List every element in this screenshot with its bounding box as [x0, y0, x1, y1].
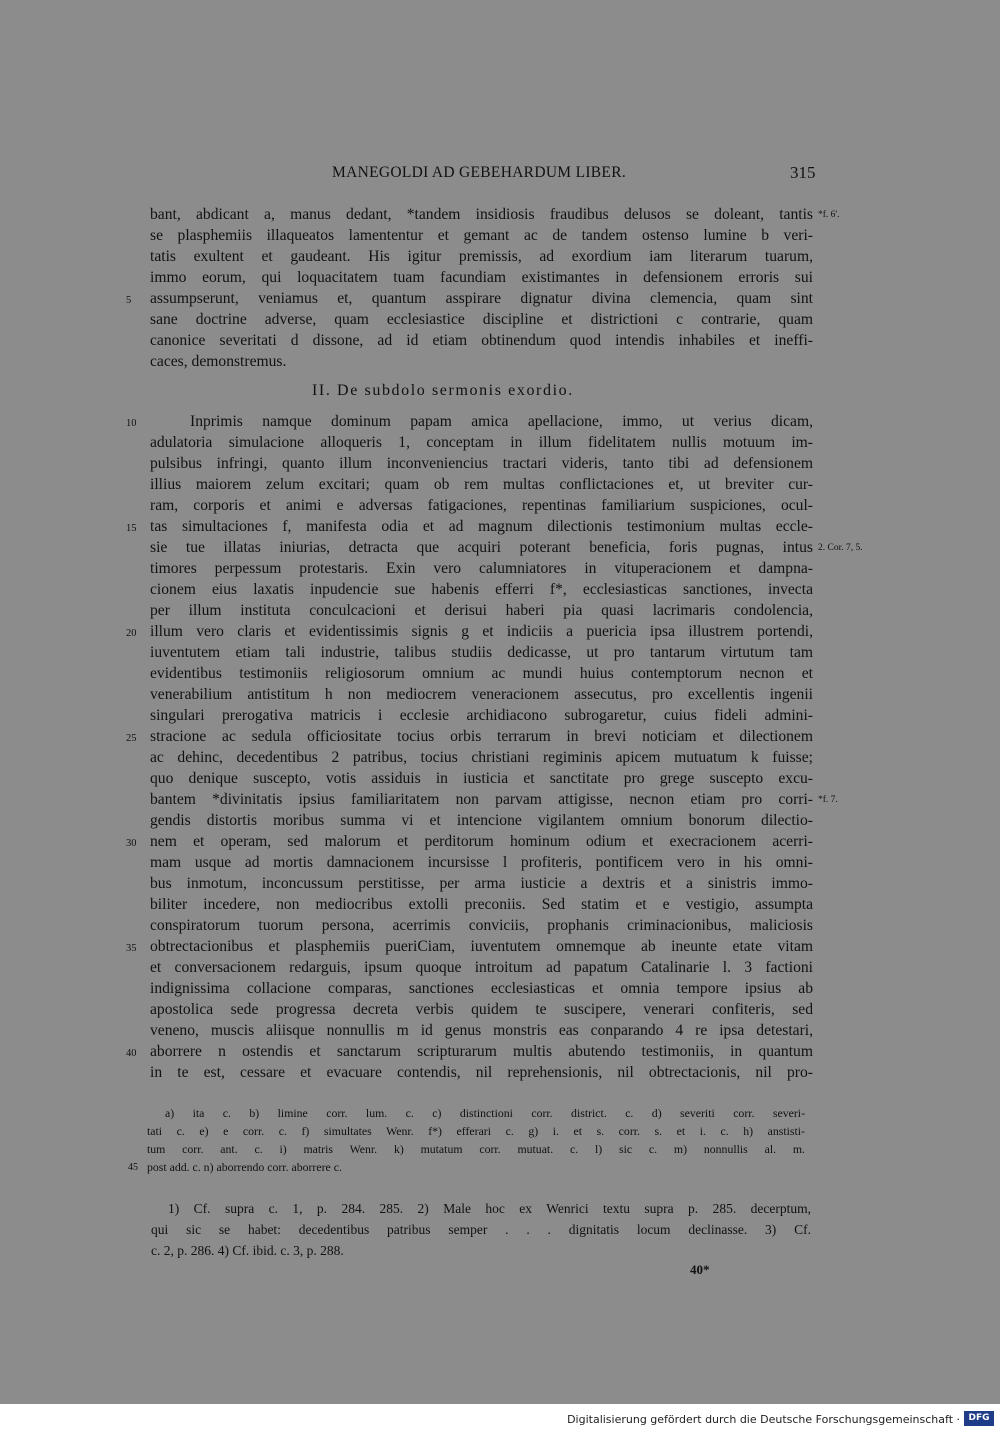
- text-line: immo eorum, qui loquacitatem tuam facundiam existimantes in defensionem erroris sui: [150, 269, 813, 286]
- running-header: MANEGOLDI AD GEBEHARDUM LIBER.: [332, 164, 627, 181]
- line-number: 35: [126, 943, 137, 954]
- text-line: bus inmotum, inconcussum perstitisse, per arma iusticie a dextris et a sinistris immo-: [150, 875, 813, 892]
- text-line: nem et operam, sed malorum et perditorum hominum odium et execracionem acerri-: [150, 833, 813, 850]
- text-line: iuventutem etiam tali industrie, talibus studiis dedicasse, ut pro tantarum virtutum tam: [150, 644, 813, 661]
- text-line: per illum instituta conculcacioni et derisui haberi pia quasi lacrimaris condolencia,: [150, 602, 813, 619]
- text-line: obtrectacionibus et plasphemiis pueriCiam, iuventutem omnemque ab ineunte etate vitam: [150, 938, 813, 955]
- apparatus-line: post add. c. n) aborrendo corr. aborrere c.: [147, 1160, 342, 1174]
- text-line: apostolica sede progressa decreta verbis quidem te suscipere, venerari confiteris, sed: [150, 1001, 813, 1018]
- text-line: singulari prerogativa matricis i ecclesie archidiacono subrogaretur, cuius fideli admini-: [150, 707, 813, 724]
- apparatus-line: tati c. e) e corr. c. f) simultates Wenr. f*) efferari c. g) i. et s. corr. s. et i. c. h) anstisti-: [147, 1124, 805, 1138]
- page-number: 315: [790, 163, 816, 182]
- text-line: illius maiorem zelum excitari; quam ob rem multas conflictaciones et, ut breviter cur-: [150, 476, 813, 493]
- margin-note: 2. Cor. 7, 5.: [818, 543, 863, 553]
- text-line: veneno, muscis aliisque nonnullis m id genus monstris eas conparando 4 re ipsa detestari,: [150, 1022, 813, 1039]
- margin-note: *f. 7.: [818, 795, 838, 805]
- footnote-line: qui sic se habet: decedentibus patribus semper . . . dignitatis locum declinasse. 3) Cf.: [151, 1222, 811, 1237]
- text-line: ram, corporis et animi e adversas fatigaciones, repentinas familiarium suspiciones, ocul-: [150, 497, 813, 514]
- text-line: canonice severitati d dissone, ad id etiam obtinendum quod intendis inhabiles et ineffi-: [150, 332, 813, 349]
- line-number: 45: [128, 1162, 138, 1173]
- text-line: bant, abdicant a, manus dedant, *tandem insidiosis fraudibus delusos se doleant, tantis: [150, 206, 813, 223]
- text-line: ac dehinc, decedentibus 2 patribus, tocius christiani regiminis apicem mutuatum k fuisse;: [150, 749, 813, 766]
- text-line: in te est, cessare et evacuare contendis, nil reprehensionis, nil obtrectacionis, nil pro-: [150, 1064, 813, 1081]
- dfg-logo-icon: DFG: [964, 1411, 994, 1426]
- text-line: adulatoria simulacione alloqueris 1, conceptam in illum fidelitatem nullis motuum im-: [150, 434, 813, 451]
- funding-notice: Digitalisierung gefördert durch die Deutsche Forschungsgemeinschaft ·: [567, 1413, 960, 1426]
- apparatus-line: a) ita c. b) limine corr. lum. c. c) distinctioni corr. district. c. d) severiti corr. severi-: [165, 1106, 805, 1120]
- margin-note: *f. 6'.: [818, 210, 840, 220]
- line-number: 15: [126, 523, 137, 534]
- text-line: timores perpessum protestaris. Exin vero calumniatores in vituperacionem et dampna-: [150, 560, 813, 577]
- text-line: tatis exultent et gaudeant. His igitur premissis, ad exordium iam literarum tuarum,: [150, 248, 813, 265]
- text-line: tas simultaciones f, manifesta odia et ad magnum dilectionis testimonium multas eccle-: [150, 518, 813, 535]
- footnote-line: c. 2, p. 286. 4) Cf. ibid. c. 3, p. 288.: [151, 1243, 344, 1258]
- signature-mark: 40*: [690, 1262, 710, 1277]
- text-line: pulsibus infringi, quanto illum inconveniencius tractari videris, tanto tibi ad defensionem: [150, 455, 813, 472]
- text-line: sie tue illatas iniurias, detracta que acquiri poterant beneficia, foris pugnas, intus: [150, 539, 813, 556]
- text-line: caces, demonstremus.: [150, 353, 287, 370]
- text-line: et conversacionem redarguis, ipsum quoque introitum ad papatum Catalinarie l. 3 factioni: [150, 959, 813, 976]
- text-line: assumpserunt, veniamus et, quantum asspirare dignatur divina clemencia, quam sint: [150, 290, 813, 307]
- text-line: illum vero claris et evidentissimis signis g et indiciis a puericia ipsa illustrem portendi,: [150, 623, 813, 640]
- text-line: Inprimis namque dominum papam amica apellacione, immo, ut verius dicam,: [190, 413, 813, 430]
- footnote-line: 1) Cf. supra c. 1, p. 284. 285. 2) Male hoc ex Wenrici textu supra p. 285. decerptum,: [168, 1201, 811, 1216]
- text-line: venerabilium antistitum h non mediocrem veneracionem assecutus, pro excellentis ingenii: [150, 686, 813, 703]
- text-line: se plasphemiis illaqueatos lamententur et gemant ac de tandem ostenso lumine b veri-: [150, 227, 813, 244]
- line-number: 5: [126, 295, 132, 306]
- text-line: evidentibus testimoniis religiosorum omnium ac mundi huius contemptorum necnon et: [150, 665, 813, 682]
- line-number: 20: [126, 628, 137, 639]
- line-number: 30: [126, 838, 137, 849]
- text-line: conspiratorum tuorum persona, acerrimis conviciis, prophanis criminacionibus, maliciosis: [150, 917, 813, 934]
- line-number: 25: [126, 733, 137, 744]
- text-line: bantem *divinitatis ipsius familiaritatem non parvam attigisse, necnon etiam pro corri-: [150, 791, 813, 808]
- chapter-heading: II. De subdolo sermonis exordio.: [312, 382, 574, 399]
- line-number: 40: [126, 1048, 137, 1059]
- text-line: biliter incedere, non mediocribus extolli preconiis. Sed statim et e vestigio, assumpta: [150, 896, 813, 913]
- text-line: quo denique suscepto, votis assiduis in iusticia et sanctitate pro grege suscepto excu-: [150, 770, 813, 787]
- text-line: indignissima collacione comparas, sanctiones ecclesiasticas et omnia tempore ipsius ab: [150, 980, 813, 997]
- text-line: sane doctrine adverse, quam ecclesiastice discipline et districtioni c contrarie, quam: [150, 311, 813, 328]
- line-number: 10: [126, 418, 137, 429]
- text-line: aborrere n ostendis et sanctarum scripturarum multis abutendo testimoniis, in quantum: [150, 1043, 813, 1060]
- apparatus-line: tum corr. ant. c. i) matris Wenr. k) mutatum corr. mutuat. c. l) sic c. m) nonnullis al. m.: [147, 1142, 805, 1156]
- text-line: stracione ac sedula officiositate tocius orbis terrarum in brevi noticiam et dilectionem: [150, 728, 813, 745]
- text-line: cionem eius laxatis inpudencie sue habenis efferri f*, ecclesiasticas sanctiones, invecta: [150, 581, 813, 598]
- text-line: gendis distortis moribus summa vi et intencione vigilantem omnium bonorum dilectio-: [150, 812, 813, 829]
- text-line: mam usque ad mortis damnacionem incursisse l profiteris, pontificem vero in his omni-: [150, 854, 813, 871]
